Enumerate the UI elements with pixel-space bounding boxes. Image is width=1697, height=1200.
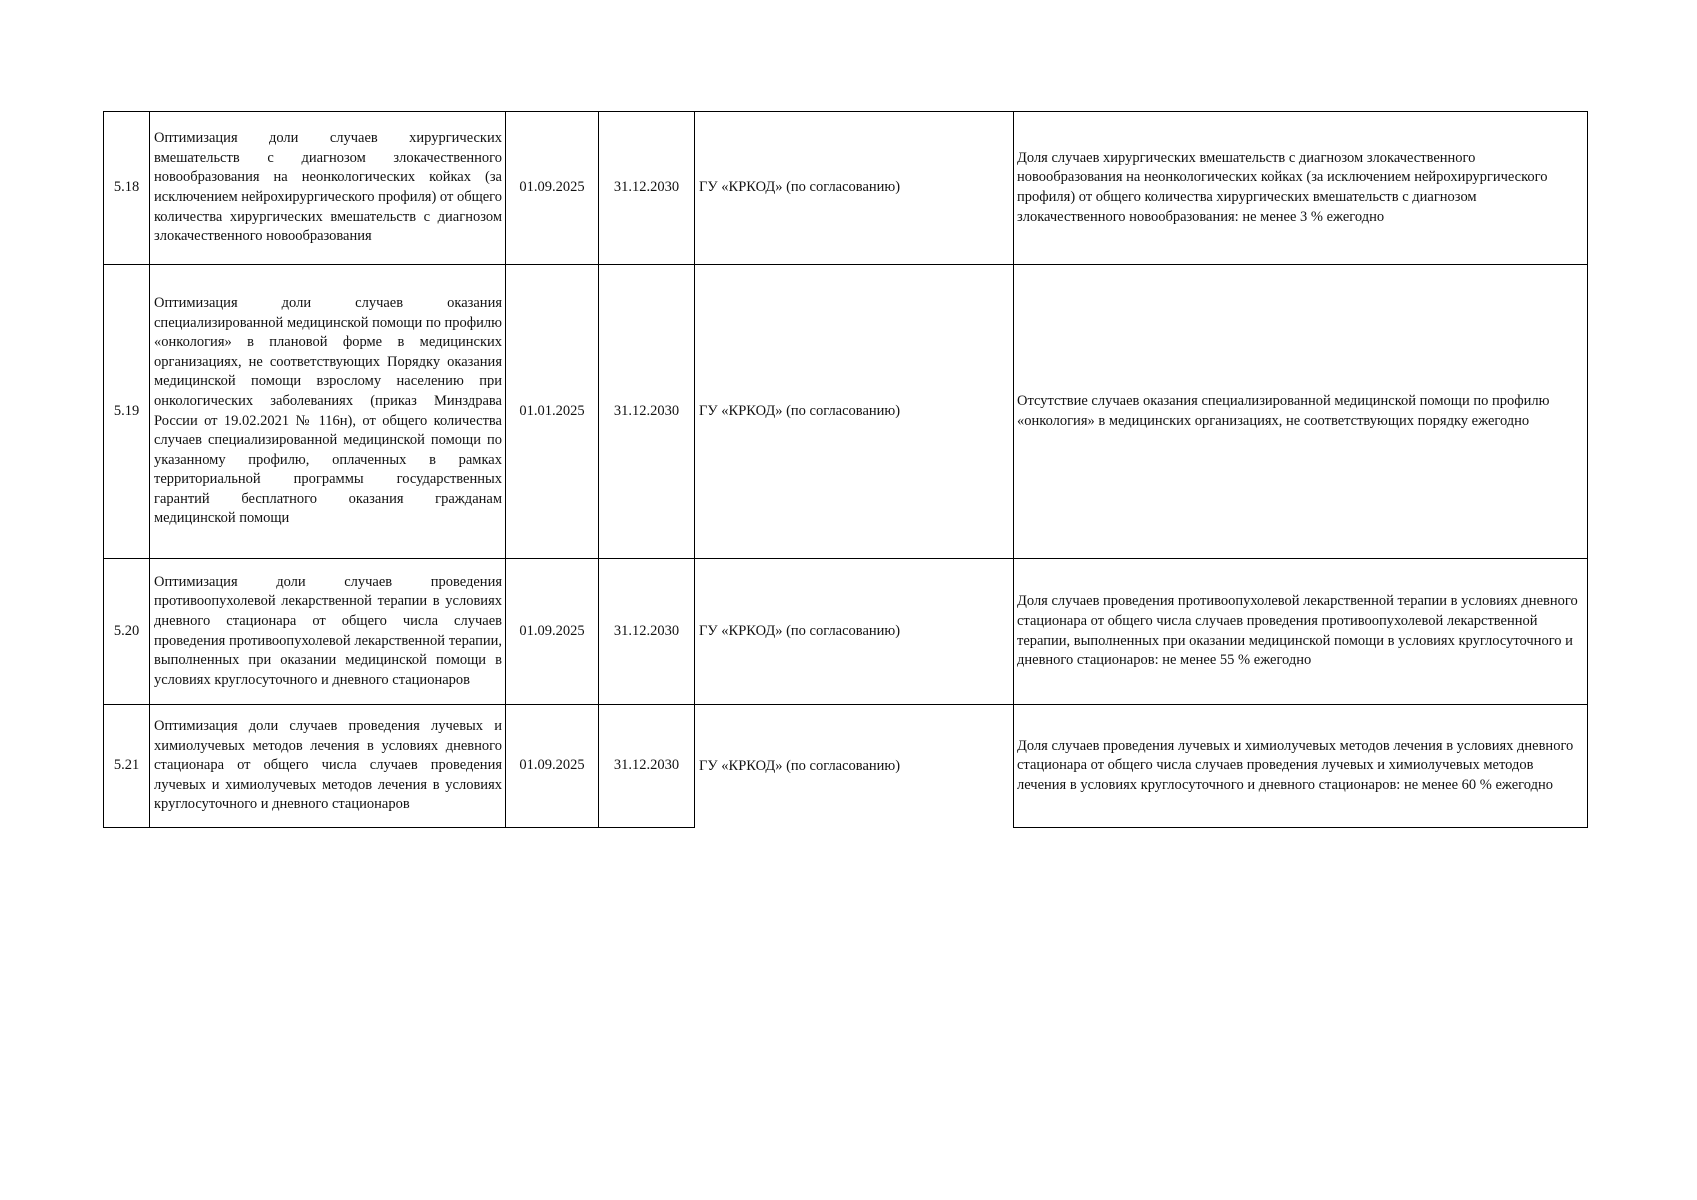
start-date: 01.09.2025 (505, 558, 599, 705)
responsible-org: ГУ «КРКОД» (по согласованию) (694, 111, 1014, 265)
measure-name: Оптимизация доли случаев хирургических вмешательств с диагнозом злокачественного новообразования на неонкологических койках (за исключением нейрохирургического профиля) от общего количества хирургических вмешательств с диагнозом злокачественного новообразования (149, 111, 506, 265)
table-row (103, 111, 1588, 265)
start-date: 01.09.2025 (505, 704, 599, 828)
table-row (103, 558, 1588, 705)
table-row (103, 704, 1588, 828)
target-indicator: Доля случаев хирургических вмешательств с диагнозом злокачественного новообразования на неонкологических койках (за исключением нейрохирургического профиля) от общего количества хирургических вмешательств с диагнозом злокачественного новообразования: не менее 3 % ежегодно (1013, 111, 1588, 265)
row-number: 5.20 (103, 558, 150, 705)
measure-name: Оптимизация доли случаев оказания специализированной медицинской помощи по профилю «онкология» в плановой форме в медицинских организациях, не соответствующих Порядку оказания медицинской помощи взрослому населению при онкологических заболеваниях (приказ Минздрава России от 19.02.2021 № 116н), от общего количества случаев специализированной медицинской помощи по указанному профилю, оплаченных в рамках территориальной программы государственных гарантий бесплатного оказания гражданам медицинской помощи (149, 264, 506, 559)
start-date: 01.09.2025 (505, 111, 599, 265)
target-indicator: Отсутствие случаев оказания специализированной медицинской помощи по профилю «онкология» в медицинских организациях, не соответствующих порядку ежегодно (1013, 264, 1588, 559)
target-indicator: Доля случаев проведения противоопухолевой лекарственной терапии в условиях дневного стационара от общего числа случаев проведения противоопухолевой лекарственной терапии, выполненных при оказании медицинской помощи в условиях круглосуточного и дневного стационаров: не менее 55 % ежегодно (1013, 558, 1588, 705)
row-number: 5.19 (103, 264, 150, 559)
end-date: 31.12.2030 (598, 111, 695, 265)
row-number: 5.21 (103, 704, 150, 828)
start-date: 01.01.2025 (505, 264, 599, 559)
responsible-org: ГУ «КРКОД» (по согласованию) (694, 264, 1014, 559)
table-row (103, 264, 1588, 559)
end-date: 31.12.2030 (598, 704, 695, 828)
responsible-org: ГУ «КРКОД» (по согласованию) (694, 558, 1014, 705)
responsible-org: ГУ «КРКОД» (по согласованию) (694, 704, 1014, 828)
end-date: 31.12.2030 (598, 558, 695, 705)
measure-name: Оптимизация доли случаев проведения лучевых и химиолучевых методов лечения в условиях дневного стационара от общего числа случаев проведения лучевых и химиолучевых методов лечения в условиях круглосуточного и дневного стационаров (149, 704, 506, 828)
row-number: 5.18 (103, 111, 150, 265)
end-date: 31.12.2030 (598, 264, 695, 559)
measure-name: Оптимизация доли случаев проведения противоопухолевой лекарственной терапии в условиях дневного стационара от общего числа случаев проведения противоопухолевой лекарственной терапии, выполненных при оказании медицинской помощи в условиях круглосуточного и дневного стационаров (149, 558, 506, 705)
target-indicator: Доля случаев проведения лучевых и химиолучевых методов лечения в условиях дневного стационара от общего числа случаев проведения лучевых и химиолучевых методов лечения в условиях круглосуточного и дневного стационаров: не менее 60 % ежегодно (1013, 704, 1588, 828)
